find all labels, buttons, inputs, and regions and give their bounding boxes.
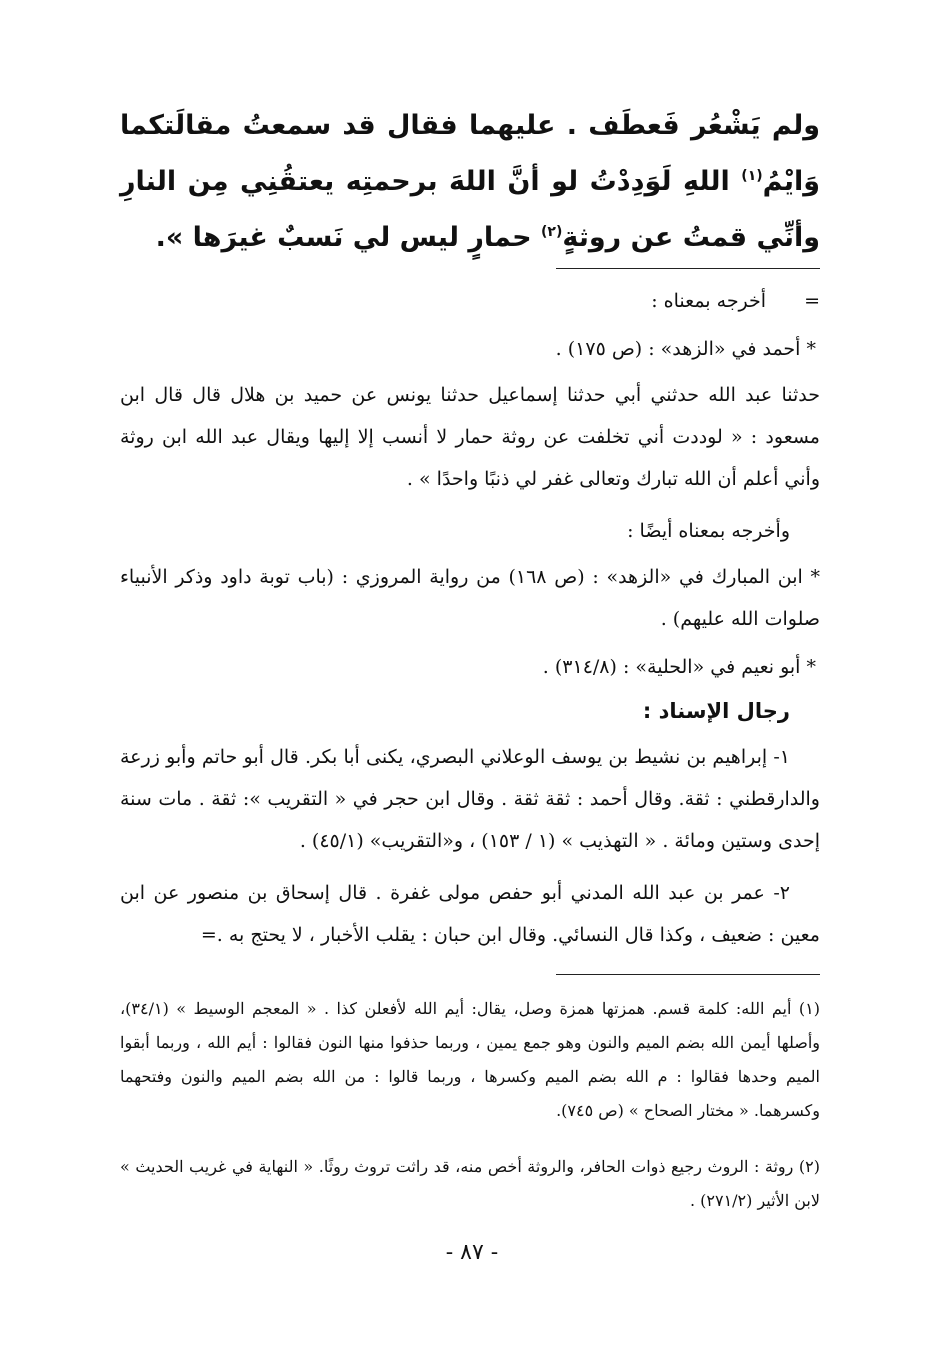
akhrajahu-line bbox=[120, 280, 820, 322]
source-ahmad: * أحمد في «الزهد» : (ص ١٧٥) . bbox=[555, 338, 816, 360]
rijal-entry-1: ١- إبراهيم بن نشيط بن يوسف الوعلاني البصري، يكنى أبا بكر. قال أبو حاتم وأبو زرعة والدارقطني : ثقة. وقال أحمد : ثقة ثقة . وقال ابن حجر في « التقريب »: ثقة . مات سنة إحدى وستين ومائة . « التهذيب » (١ / ١٥٣) ، و«التقريب» (٤٥/١) . bbox=[120, 746, 820, 852]
main-text-part-1: ولم يَشْعُر فَعطَف . عليهما فقال قد سمعتُ مقالَتكما وَايْمُ bbox=[120, 110, 820, 197]
source-ibn-mubarak: * ابن المبارك في «الزهد» : (ص ١٦٨) من رواية المروزي : (باب توبة داود وذكر الأنبياء صلوات الله عليهم) . bbox=[120, 566, 820, 630]
akhrajahu-text: أخرجه بمعناه : bbox=[651, 290, 767, 312]
main-text bbox=[120, 98, 820, 266]
rijal-heading: رجال الإسناد : bbox=[642, 699, 790, 723]
footnote-1: (١) أيم الله: كلمة قسم. همزتها همزة وصل، يقال: أيم الله لأفعلن كذا . « المعجم الوسيط » (٣٤/١)، وأصلها أيمن الله بضم الميم والنون وهو جمع يمين ، وربما حذفوا منها النون فقالوا : أيم الله ، وربما أبقوا الميم وحدها فقالوا : م الله بضم الميم وكسرها ، وربما قالوا : من الله بضم الميم والنون وفتحهما وكسرهما. « مختار الصحاح » (ص ٧٤٥). bbox=[120, 999, 820, 1120]
source-abu-nuaim: * أبو نعيم في «الحلية» : (٣١٤/٨) . bbox=[542, 656, 816, 678]
footnote-ref-2: (٢) bbox=[541, 224, 563, 240]
rijal-entry-2: ٢- عمر بن عبد الله المدني أبو حفص مولى غفرة . قال إسحاق بن منصور عن ابن معين : ضعيف ، وكذا قال النسائي. وقال ابن حبان : يقلب الأخبار ، لا يحتج به .= bbox=[120, 882, 820, 946]
akhrajahu-also: وأخرجه بمعناه أيضًا : bbox=[627, 520, 790, 542]
main-text-part-2: اللهِ لَوَدِدْتُ لو أنَّ اللهَ برحمتِه يعتقُنِي مِن النارِ وأنِّي قمتُ عن روثةٍ bbox=[120, 166, 820, 253]
main-text-part-3: حمارٍ ليس لي نَسبٌ غيرَها ». bbox=[155, 222, 541, 253]
page-number: - ٨٧ - bbox=[445, 1240, 499, 1265]
divider-short bbox=[556, 268, 820, 269]
footnote-divider bbox=[556, 974, 820, 975]
continuation-marker: = bbox=[804, 290, 820, 312]
footnote-ref-1: (١) bbox=[741, 168, 763, 184]
footnote-2: (٢) روثة : الروث رجيع ذوات الحافر، والروثة أخص منه، قد راثت تروث روثًا. « النهاية في غريب الحديث » لابن الأثير (٢٧١/٢) . bbox=[120, 1157, 820, 1210]
isnad-paragraph: حدثنا عبد الله حدثني أبي حدثنا إسماعيل حدثنا يونس عن حميد بن هلال قال قال ابن مسعود : « لوددت أني تخلفت عن روثة حمار لا أنسب إلا إليها ويقال عبد الله ابن روثة وأني أعلم أن الله تبارك وتعالى غفر لي ذنبًا واحدًا » . bbox=[120, 384, 820, 490]
